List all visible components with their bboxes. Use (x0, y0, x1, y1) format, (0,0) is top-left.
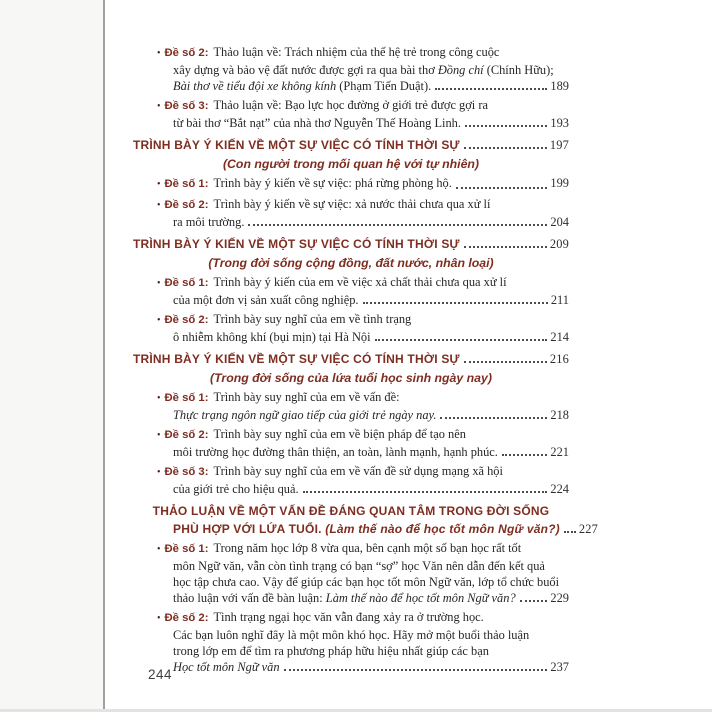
toc-entry (133, 540, 569, 606)
page-ref: 224 (550, 482, 569, 496)
toc-line (157, 97, 569, 115)
toc-entry (133, 97, 569, 131)
dot-leader (375, 339, 548, 341)
page-ref: 189 (550, 79, 569, 93)
dot-leader (520, 600, 548, 602)
toc-entry (133, 463, 569, 497)
toc-line (157, 407, 569, 423)
page-ref: 211 (550, 293, 569, 307)
entry-text (173, 115, 461, 131)
heading-text (133, 350, 460, 368)
text-segment: Bài thơ về tiểu đội xe không kính (173, 79, 337, 93)
section-subheading: (Trong đời sống của lứa tuổi học sinh ngày nay) (210, 371, 492, 385)
section-subheading: (Con người trong mối quan hệ với tự nhiên) (222, 157, 480, 171)
book-page (105, 0, 712, 709)
toc-line (157, 463, 569, 481)
toc-line (157, 540, 569, 558)
text-segment: Làm thế nào để học tốt môn Ngữ văn? (325, 591, 516, 605)
text-segment: Trình bày suy nghĩ của em về tình trạng (213, 312, 412, 326)
text-segment: Trình bày ý kiến của em về việc xả chất thải chưa qua xử lí (213, 275, 507, 289)
text-segment: Trình bày ý kiến về sự việc: phá rừng phòng hộ. (213, 176, 452, 190)
toc-line (157, 44, 569, 62)
entry-text (213, 389, 399, 405)
entry-label: Đề số 2: (164, 429, 209, 441)
text-segment: THẢO LUẬN VỀ MỘT VẤN ĐỀ ĐÁNG QUAN TÂM TRONG ĐỜI SỐNG (152, 504, 550, 518)
toc-line (157, 426, 569, 444)
text-segment: PHÙ HỢP VỚI LỨA TUỔI. (173, 522, 326, 536)
text-segment: ô nhiễm không khí (bụi mịn) tại Hà Nội (173, 330, 371, 344)
dot-leader (456, 187, 548, 189)
dot-leader (284, 669, 548, 671)
heading-text (133, 235, 460, 253)
dot-leader (464, 361, 547, 363)
text-segment: Thực trạng ngôn ngữ giao tiếp của giới trẻ ngày nay. (173, 408, 437, 422)
heading-line (133, 350, 569, 368)
entry-text (213, 311, 411, 327)
heading-text (173, 520, 560, 538)
text-segment: TRÌNH BÀY Ý KIẾN VỀ MỘT SỰ VIỆC CÓ TÍNH THỜI SỰ (133, 352, 460, 366)
heading-text (153, 502, 550, 520)
text-segment: Trình bày suy nghĩ của em về vấn đề: (213, 390, 400, 404)
entry-text (213, 97, 488, 113)
text-segment: (Chính Hữu); (483, 63, 554, 77)
heading-text (133, 136, 460, 154)
text-segment: Học tốt môn Ngữ văn (173, 660, 280, 674)
text-segment: xây dựng và bảo vệ đất nước được gợi ra qua bài thơ (173, 63, 438, 77)
text-segment: TRÌNH BÀY Ý KIẾN VỀ MỘT SỰ VIỆC CÓ TÍNH THỜI SỰ (133, 138, 460, 152)
entry-label: Đề số 2: (164, 199, 209, 211)
bullet-icon: • (157, 315, 161, 326)
dot-leader (465, 125, 547, 127)
entry-text (173, 292, 359, 308)
toc-line (157, 659, 569, 675)
section-subheading: (Trong đời sống cộng đồng, đất nước, nhân loại) (208, 256, 494, 270)
bullet-icon: • (157, 179, 161, 190)
bullet-icon: • (157, 393, 161, 404)
toc-line (157, 643, 569, 659)
heading-line (133, 502, 569, 520)
text-segment: học tập chưa cao. Vậy để giúp các bạn học tốt môn Ngữ văn, lớp tổ chức buổi (173, 575, 560, 589)
toc-line (157, 78, 569, 94)
entry-text (173, 329, 371, 345)
entry-label: Đề số 3: (164, 100, 209, 112)
dot-leader (464, 147, 547, 149)
text-segment: Thảo luận về: Trách nhiệm của thế hệ trẻ trong công cuộc (213, 45, 500, 59)
page-ref: 209 (549, 237, 569, 251)
entry-text (173, 590, 516, 606)
toc-entry (133, 175, 569, 193)
dot-leader (464, 246, 547, 248)
text-segment: Trình bày suy nghĩ của em về vấn đề sử dụng mạng xã hội (213, 464, 503, 478)
entry-text (213, 609, 483, 625)
entry-text (213, 196, 490, 212)
entry-text (173, 481, 299, 497)
entry-label: Đề số 2: (164, 47, 209, 59)
toc-list (133, 44, 599, 678)
section-heading (133, 350, 569, 368)
dot-leader (248, 224, 547, 226)
text-segment: của một đơn vị sản xuất công nghiệp. (173, 293, 359, 307)
entry-text (173, 659, 280, 675)
dot-leader (502, 454, 548, 456)
entry-text (213, 274, 506, 290)
toc-entry (133, 196, 569, 230)
dot-leader (564, 531, 576, 533)
text-segment: môi trường học đường thân thiện, an toàn, lành mạnh, hạnh phúc. (173, 445, 498, 459)
entry-text (173, 214, 244, 230)
toc-line (157, 214, 569, 230)
page-ref: 204 (550, 215, 569, 229)
page-ref: 214 (550, 330, 569, 344)
entry-text (213, 540, 521, 556)
text-segment: (Phạm Tiến Duật). (336, 79, 432, 93)
bullet-icon: • (157, 48, 161, 59)
toc-line (157, 389, 569, 407)
dot-leader (440, 417, 547, 419)
text-segment: thảo luận với vấn đề bàn luận: (173, 591, 326, 605)
heading-line (133, 235, 569, 253)
entry-label: Đề số 1: (164, 392, 209, 404)
page-ref: 229 (550, 591, 569, 605)
entry-text (173, 407, 436, 423)
text-segment: ra môi trường. (173, 215, 245, 229)
text-segment: trong lớp em để tìm ra phương pháp hữu hiệu nhất giúp các bạn (173, 644, 489, 658)
dot-leader (363, 302, 548, 304)
page-ref: 237 (550, 660, 569, 674)
photo-margin-left (0, 0, 103, 712)
text-segment: Trong năm học lớp 8 vừa qua, bên cạnh một số bạn học rất tốt (213, 541, 522, 555)
bullet-icon: • (157, 430, 161, 441)
entry-label: Đề số 1: (164, 543, 209, 555)
section-heading (133, 136, 569, 154)
entry-text (213, 44, 499, 60)
page-ref: 221 (550, 445, 569, 459)
text-segment: (Làm thế nào để học tốt môn Ngữ văn?) (325, 522, 560, 536)
toc-line (157, 609, 569, 627)
entry-label: Đề số 2: (164, 612, 209, 624)
toc-entry (133, 274, 569, 308)
heading-line (133, 520, 599, 538)
text-segment: từ bài thơ “Bắt nạt” của nhà thơ Nguyễn Thế Hoàng Linh. (173, 116, 461, 130)
section-heading (133, 235, 569, 253)
toc-line (157, 558, 569, 574)
page-ref: 199 (550, 176, 569, 190)
toc-line (157, 481, 569, 497)
toc-entry (133, 426, 569, 460)
entry-text (213, 463, 502, 479)
entry-text (173, 627, 529, 643)
text-segment: TRÌNH BÀY Ý KIẾN VỀ MỘT SỰ VIỆC CÓ TÍNH THỜI SỰ (133, 237, 460, 251)
text-segment: của giới trẻ cho hiệu quả. (173, 482, 299, 496)
entry-text (213, 175, 451, 191)
entry-text (173, 558, 545, 574)
page-ref: 218 (550, 408, 569, 422)
bullet-icon: • (157, 467, 161, 478)
toc-line (157, 115, 569, 131)
bullet-icon: • (157, 101, 161, 112)
text-segment: Trình bày ý kiến về sự việc: xả nước thải chưa qua xử lí (213, 197, 491, 211)
entry-text (173, 78, 431, 94)
text-segment: Trình bày suy nghĩ của em về biện pháp để tạo nên (213, 427, 466, 441)
page-ref: 216 (549, 352, 569, 366)
text-segment: Thảo luận về: Bạo lực học đường ở giới trẻ được gợi ra (213, 98, 488, 112)
entry-text (173, 643, 489, 659)
dot-leader (303, 491, 548, 493)
toc-entry (133, 311, 569, 345)
page-ref: 227 (578, 522, 599, 536)
entry-label: Đề số 3: (164, 466, 209, 478)
toc-line (157, 292, 569, 308)
entry-text (213, 426, 465, 442)
toc-line (157, 329, 569, 345)
entry-text (173, 444, 498, 460)
text-segment: Đồng chí (437, 63, 484, 77)
bullet-icon: • (157, 200, 161, 211)
toc-line (157, 62, 569, 78)
page-ref: 197 (549, 138, 569, 152)
toc-line (157, 444, 569, 460)
toc-line (157, 590, 569, 606)
toc-line (157, 627, 569, 643)
toc-line (157, 574, 569, 590)
entry-text (173, 574, 559, 590)
toc-entry (133, 389, 569, 423)
bullet-icon: • (157, 278, 161, 289)
text-segment: Các bạn luôn nghĩ đây là một môn khó học. Hãy mở một buổi thảo luận (173, 628, 530, 642)
dot-leader (435, 88, 547, 90)
bullet-icon: • (157, 613, 161, 624)
entry-label: Đề số 1: (164, 277, 209, 289)
folio-page-number: 244 (148, 667, 173, 682)
toc-line (157, 175, 569, 193)
toc-line (157, 196, 569, 214)
page-ref: 193 (550, 116, 569, 130)
bullet-icon: • (157, 544, 161, 555)
toc-entry (133, 44, 569, 94)
text-segment: Tình trạng ngại học văn vẫn đang xảy ra ở trường học. (213, 610, 484, 624)
text-segment: môn Ngữ văn, vẫn còn tình trạng có bạn “sợ” học Văn nên dẫn đến kết quả (173, 559, 545, 573)
entry-label: Đề số 1: (164, 178, 209, 190)
entry-text (173, 62, 554, 78)
toc-line (157, 311, 569, 329)
toc-entry (133, 609, 569, 675)
toc-line (157, 274, 569, 292)
entry-label: Đề số 2: (164, 314, 209, 326)
section-heading (133, 502, 599, 538)
heading-line (133, 136, 569, 154)
